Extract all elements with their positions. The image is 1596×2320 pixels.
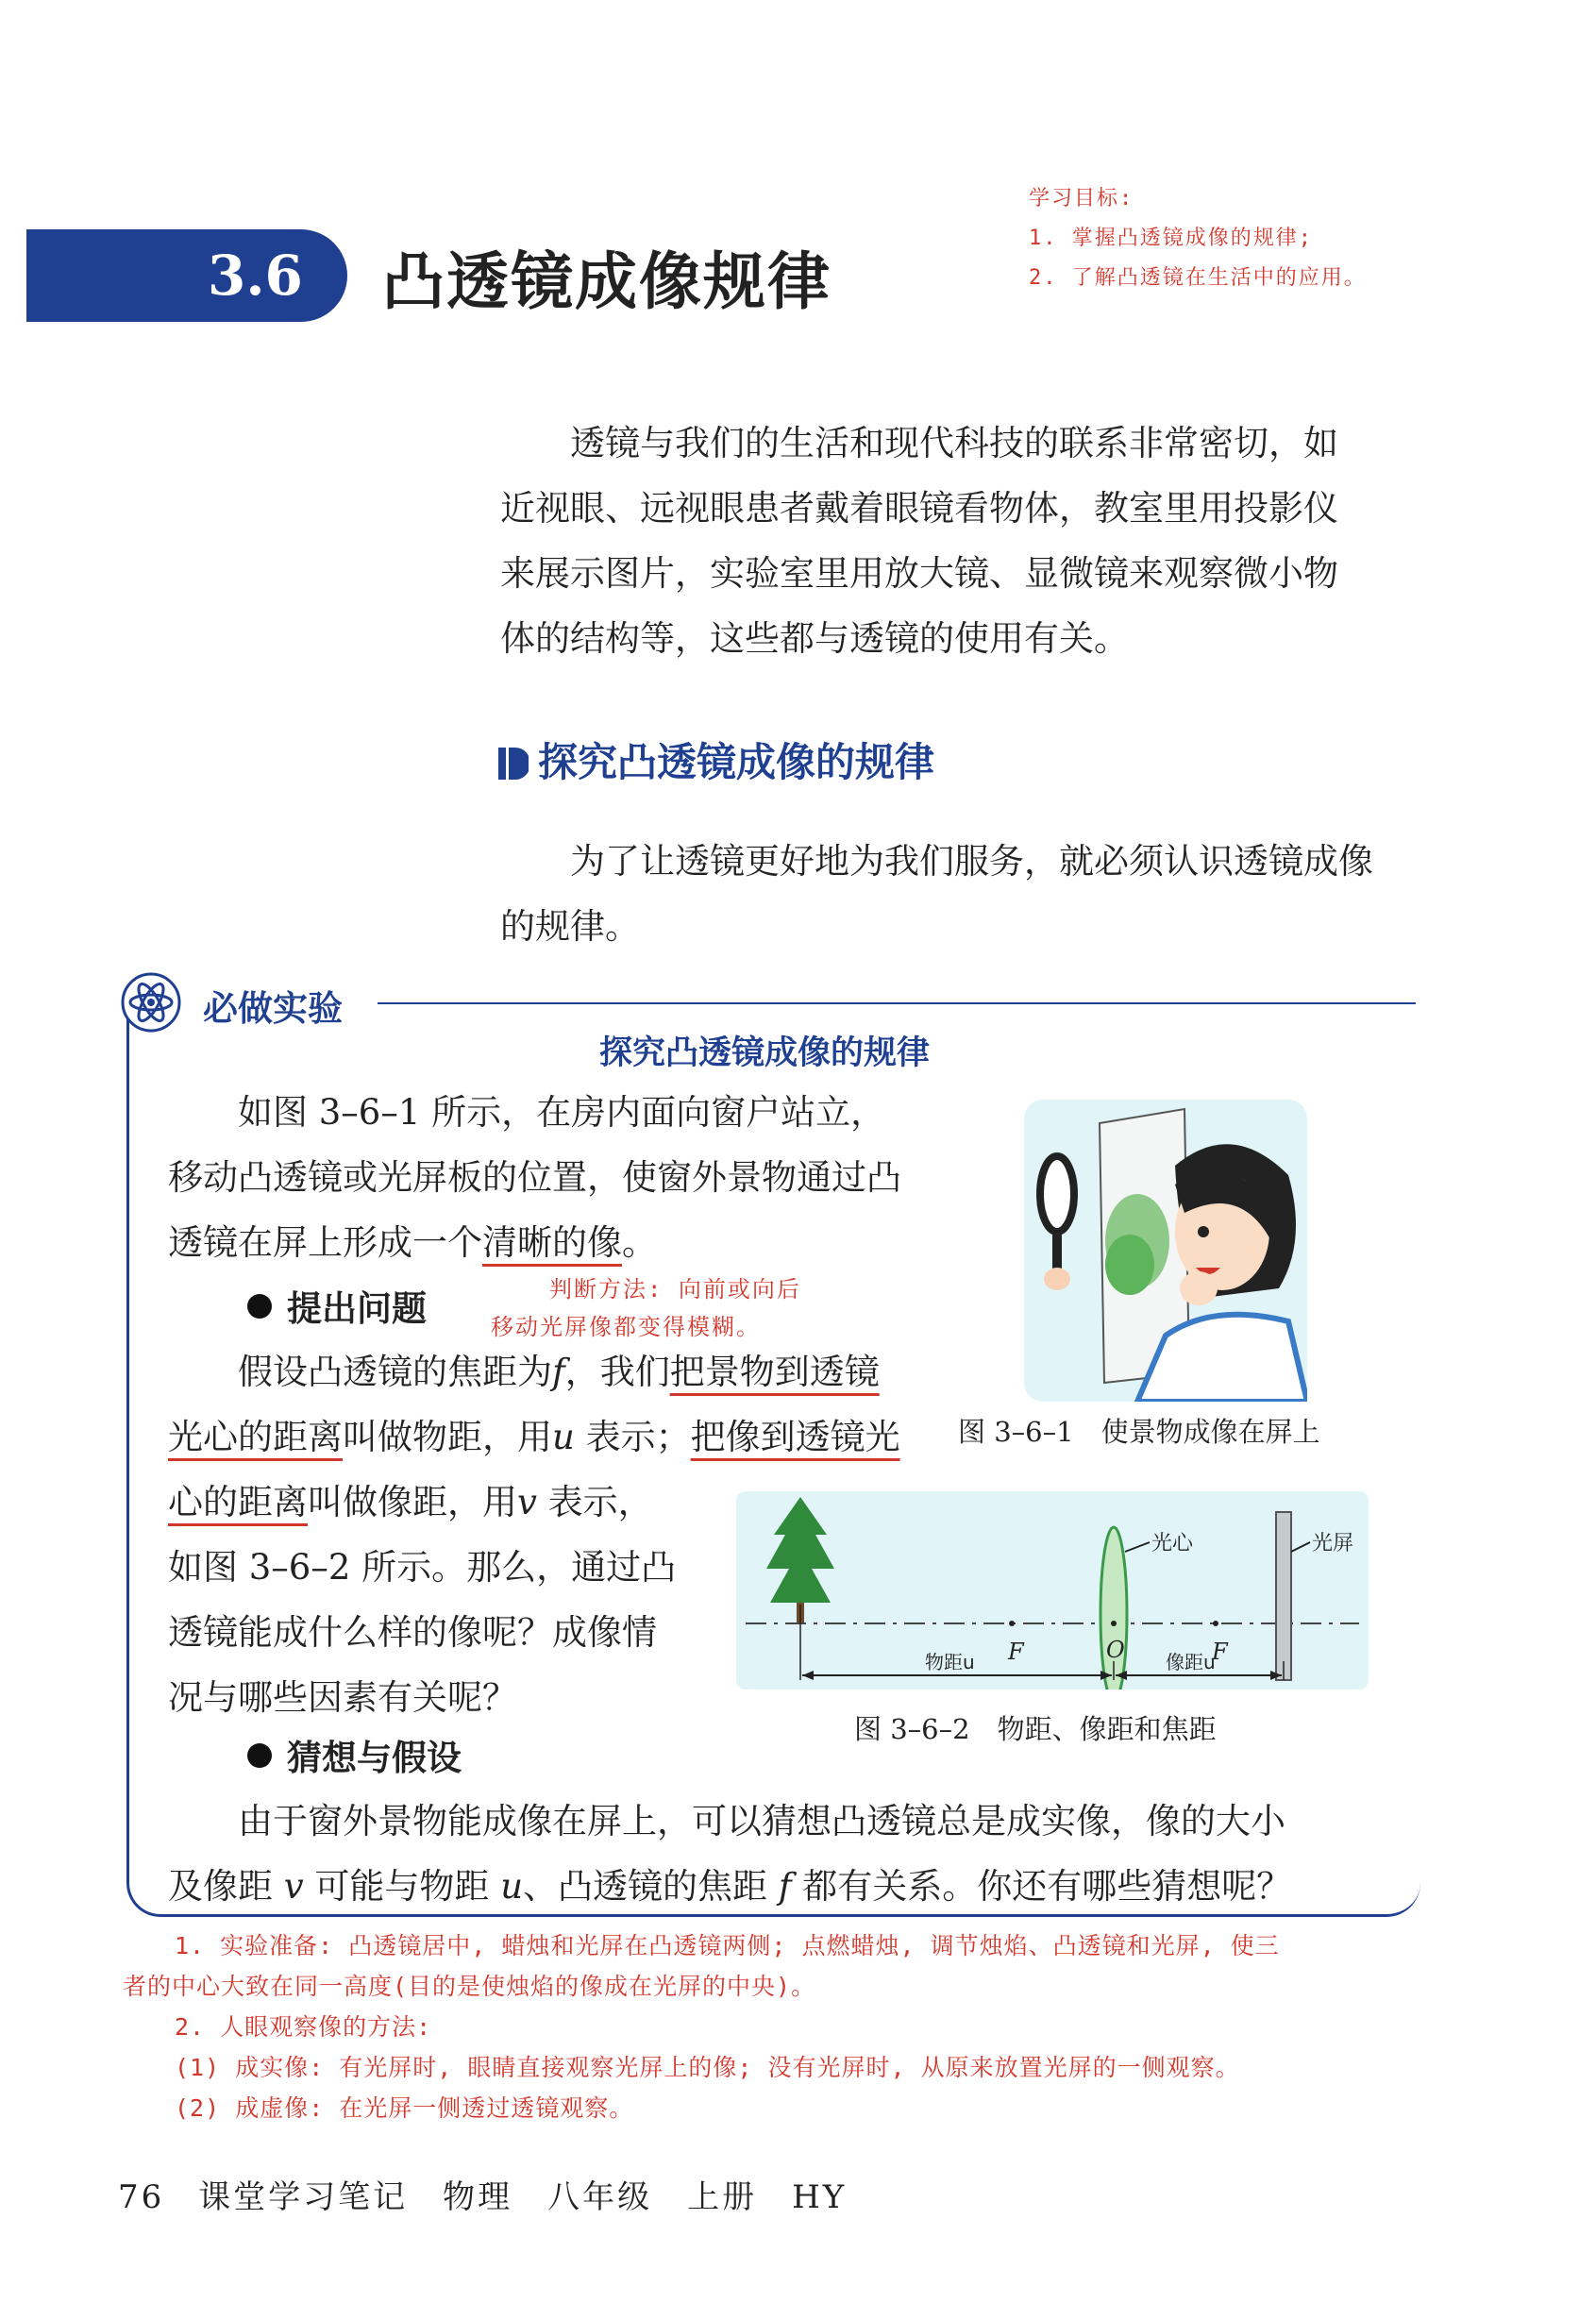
note-line: (1) 成实像: 有光屏时, 眼睛直接观察光屏上的像; 没有光屏时, 从原来放置光屏的一侧观察。 — [175, 2054, 1240, 2081]
exp-text: 假设凸透镜的焦距为 — [238, 1352, 552, 1392]
symbol-f: f — [778, 1866, 792, 1907]
intro-paragraph — [500, 411, 1416, 671]
underlined-text: 清晰的像 — [482, 1222, 622, 1263]
exp-line: 移动凸透镜或光屏板的位置，使窗外景物通过凸 — [168, 1157, 901, 1198]
intro-line: 透镜与我们的生活和现代科技的联系非常密切，如 — [570, 423, 1338, 463]
intro-line: 体的结构等，这些都与透镜的使用有关。 — [500, 618, 1129, 659]
section-title: 凸透镜成像规律 — [382, 244, 832, 318]
note-line: 判断方法: 向前或向后 — [549, 1276, 801, 1303]
bullet-dot — [247, 1743, 272, 1768]
exp-line: 由于窗外景物能成像在屏上，可以猜想凸透镜总是成实像，像的大小 — [238, 1801, 1285, 1841]
atom-icon — [121, 972, 181, 1033]
topic-line: 为了让透镜更好地为我们服务，就必须认识透镜成像 — [570, 841, 1373, 882]
question-heading — [247, 1280, 427, 1331]
exp-text: 及像距 — [168, 1866, 284, 1907]
exp-text: 表示， — [536, 1482, 653, 1522]
origin-o-label: O — [1106, 1637, 1125, 1663]
exp-line — [168, 1210, 951, 1275]
symbol-u: u — [500, 1866, 524, 1907]
goal-2: 2. 了解凸透镜在生活中的应用。 — [1029, 266, 1367, 290]
page-number: 76 — [118, 2178, 165, 2216]
goals-title: 学习目标: — [1029, 187, 1134, 210]
optical-center-label: 光心 — [1151, 1532, 1194, 1555]
exp-line: 如图 3–6–1 所示，在房内面向窗户站立， — [238, 1092, 886, 1133]
exp-text: 都有关系。你还有哪些猜想呢？ — [791, 1866, 1292, 1907]
experiment-paragraph-1 — [168, 1080, 951, 1275]
note-line: 2. 人眼观察像的方法: — [175, 2013, 432, 2041]
symbol-v: v — [283, 1866, 304, 1907]
experiment-paragraph-3 — [168, 1789, 1404, 1919]
symbol-f: f — [552, 1352, 565, 1392]
learning-goals — [1029, 179, 1367, 298]
exp-text: 、凸透镜的焦距 — [523, 1866, 779, 1907]
heading-marker-icon — [498, 746, 529, 782]
page-footer — [118, 2171, 847, 2217]
underlined-text: 把像到透镜光 — [690, 1417, 900, 1457]
hypothesis-heading — [247, 1729, 462, 1780]
topic-heading-text: 探究凸透镜成像的规律 — [538, 739, 935, 785]
figure-girl-magnifier — [1024, 1100, 1307, 1402]
underlined-text: 光心的距离 — [168, 1417, 343, 1457]
experiment-label: 必做实验 — [203, 988, 343, 1029]
experiment-subtitle: 探究凸透镜成像的规律 — [598, 1034, 930, 1072]
section-number: 3.6 — [208, 244, 303, 308]
image-distance-label: 像距u — [1166, 1651, 1216, 1673]
note-line: (2) 成虚像: 在光屏一侧透过透镜观察。 — [175, 2094, 634, 2122]
exp-text: 叫做物距，用 — [343, 1417, 552, 1457]
handwritten-notes — [123, 1925, 1425, 2128]
exp-text: 表示； — [574, 1417, 691, 1457]
intro-line: 近视眼、远视眼患者戴着眼镜看物体，教室里用投影仪 — [500, 488, 1338, 529]
exp-line — [168, 1854, 1404, 1919]
exp-text: 。 — [622, 1222, 657, 1263]
screen-label: 光屏 — [1312, 1532, 1354, 1555]
topic-heading — [498, 731, 934, 788]
figure-lens-diagram — [736, 1491, 1369, 1690]
exp-text: ，我们 — [564, 1352, 670, 1392]
exp-line — [168, 1404, 999, 1470]
note-line: 者的中心大致在同一高度(目的是使烛焰的像成在光屏的中央)。 — [123, 1973, 816, 2000]
bullet-dot — [247, 1294, 272, 1319]
symbol-u: u — [552, 1417, 575, 1457]
topic-paragraph — [500, 829, 1416, 959]
exp-line — [168, 1339, 999, 1404]
question-title: 提出问题 — [287, 1288, 427, 1329]
goal-1: 1. 掌握凸透镜成像的规律; — [1029, 227, 1313, 250]
object-distance-label: 物距u — [925, 1651, 975, 1673]
note-line: 移动光屏像都变得模糊。 — [491, 1314, 761, 1340]
topic-line: 的规律。 — [500, 906, 640, 947]
judge-note — [491, 1270, 801, 1346]
underlined-text: 心的距离 — [168, 1482, 308, 1522]
exp-line: 透镜能成什么样的像呢？成像情 — [168, 1612, 657, 1653]
exp-line: 况与哪些因素有关呢？ — [168, 1677, 517, 1718]
intro-line: 来展示图片，实验室里用放大镜、显微镜来观察微小物 — [500, 553, 1338, 594]
exp-text: 叫做像距，用 — [308, 1482, 517, 1522]
exp-text: 可能与物距 — [303, 1866, 501, 1907]
focus-f2-label: F — [1212, 1639, 1228, 1665]
exp-text: 透镜在屏上形成一个 — [168, 1222, 482, 1263]
light-screen — [1276, 1512, 1291, 1680]
figure-2-caption: 图 3–6–2 物距、像距和焦距 — [854, 1713, 1217, 1745]
note-line: 1. 实验准备: 凸透镜居中, 蜡烛和光屏在凸透镜两侧; 点燃蜡烛, 调节烛焰、凸透镜和光屏, 使三 — [175, 1932, 1280, 1959]
footer-text: 课堂学习笔记 物理 八年级 上册 HY — [198, 2178, 848, 2216]
hypothesis-title: 猜想与假设 — [287, 1738, 462, 1778]
exp-line: 如图 3–6–2 所示。那么，通过凸 — [168, 1547, 677, 1588]
experiment-rule — [378, 1002, 1416, 1004]
focus-f1-label: F — [1008, 1639, 1024, 1665]
figure-1-caption: 图 3–6–1 使景物成像在屏上 — [958, 1416, 1320, 1448]
symbol-v: v — [517, 1482, 537, 1522]
underlined-text: 把景物到透镜 — [669, 1352, 880, 1392]
